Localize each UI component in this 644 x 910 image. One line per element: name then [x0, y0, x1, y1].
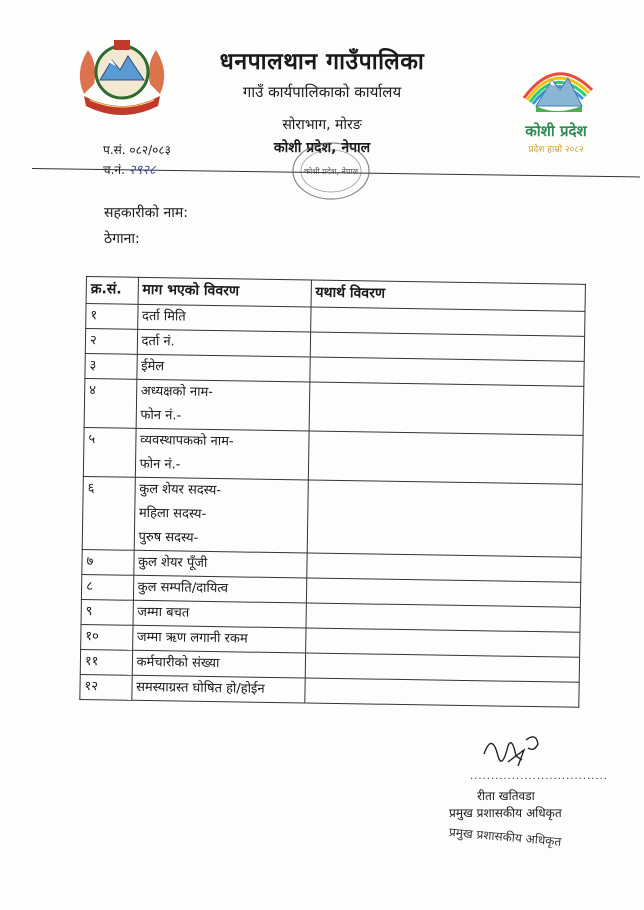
row-serial-number: १२: [80, 674, 132, 700]
row-requested-detail: [134, 477, 308, 553]
row-serial-number: ५: [83, 427, 135, 477]
row-serial-number: ८: [81, 574, 133, 600]
row-serial-number: २: [85, 329, 137, 355]
office-stamp-icon: [290, 140, 372, 202]
detail-line: दर्ता नं.: [141, 333, 175, 350]
detail-line: कर्मचारीको संख्या: [136, 654, 220, 672]
requested-details-table: [79, 276, 586, 708]
fiscal-year-value: ०८२/०८३: [129, 143, 171, 157]
row-serial-number: ३: [85, 353, 137, 379]
detail-line: ईमेल: [141, 358, 165, 375]
row-requested-detail: [135, 428, 309, 480]
signatory-name: रीता खतिवडा: [477, 789, 535, 803]
table-row: [83, 427, 583, 484]
detail-line: महिला सदस्य-: [138, 505, 207, 522]
row-requested-detail: [136, 354, 309, 382]
signature-icon: [478, 726, 554, 776]
fiscal-year-line: [103, 140, 171, 160]
row-serial-number: १: [86, 304, 138, 330]
signature-line: .................................: [470, 771, 608, 782]
row-serial-number: ९: [81, 599, 133, 625]
row-actual-detail-input[interactable]: [309, 382, 584, 435]
cooperative-address-label: ठेगाना:: [104, 231, 140, 247]
row-serial-number: ४: [84, 378, 136, 428]
detail-line: कुल शेयर पूँजी: [138, 554, 208, 571]
office-title: गाउँ कार्यपालिकाको कार्यालय: [242, 83, 402, 101]
designation-stamp: प्रमुख प्रशासकीय अधिकृत: [448, 825, 562, 849]
row-requested-detail: [137, 329, 310, 357]
column-header-actual-details: यथार्थ विवरण: [311, 280, 586, 311]
stamp-text: कोशी प्रदेश, नेपाल: [303, 167, 359, 176]
organization-title: धनपालथान गाउँपालिका: [219, 49, 425, 75]
office-address: सोराभाग, मोरङ: [282, 117, 362, 133]
detail-line: जम्मा ऋण लगानी रकम: [136, 629, 248, 647]
row-actual-detail-input[interactable]: [307, 480, 582, 557]
koshi-logo-subtext: प्रदेश हाम्रो २०८२: [528, 145, 584, 155]
detail-line: व्यवस्थापकको नाम-: [139, 432, 234, 450]
province-line: कोशी प्रदेश, नेपाल: [273, 140, 371, 156]
detail-line: कुल सम्पति/दायित्व: [137, 579, 229, 597]
row-serial-number: ११: [80, 649, 132, 675]
row-requested-detail: [133, 550, 306, 578]
table-row: [82, 476, 582, 557]
row-serial-number: ६: [82, 476, 135, 550]
detail-line: फोन नं.-: [139, 456, 181, 473]
row-requested-detail: [133, 575, 306, 603]
cooperative-name-label: सहकारीको नाम:: [104, 205, 188, 221]
fiscal-year-label: प.सं.: [103, 143, 126, 157]
cooperative-info-fields: [104, 200, 188, 252]
detail-line: समस्याग्रस्त घोषित हो/होईन: [136, 679, 265, 697]
detail-line: पुरुष सदस्य-: [138, 529, 199, 546]
detail-line: फोन नं.-: [140, 407, 182, 424]
row-requested-detail: [131, 675, 304, 703]
koshi-logo-text: कोशी प्रदेश: [525, 122, 587, 140]
column-header-requested-details: माग भएको विवरण: [138, 277, 311, 307]
table-row: [84, 378, 584, 435]
detail-line: कुल शेयर सदस्य-: [139, 481, 222, 499]
row-requested-detail: [137, 304, 310, 332]
row-actual-detail-input[interactable]: [305, 678, 580, 707]
signatory-designation-wrap: [449, 805, 562, 822]
row-serial-number: ७: [82, 549, 134, 575]
row-requested-detail: [132, 650, 305, 678]
row-requested-detail: [133, 600, 306, 628]
detail-line: दर्ता मिति: [141, 308, 186, 325]
row-requested-detail: [132, 625, 305, 653]
row-serial-number: १०: [81, 624, 133, 650]
table-body: [80, 304, 585, 708]
reference-block: [103, 140, 171, 181]
column-header-serial: क्र.सं.: [86, 277, 138, 305]
signatory-block: [448, 788, 562, 849]
detail-line: जम्मा बचत: [137, 604, 190, 621]
dispatch-number-value: २९२८: [128, 163, 156, 178]
dispatch-number-label: च.नं.: [103, 163, 125, 177]
row-requested-detail: [136, 379, 310, 431]
row-actual-detail-input[interactable]: [308, 431, 583, 484]
signatory-designation: प्रमुख प्रशासकीय अधिकृत: [449, 806, 562, 820]
detail-line: अध्यक्षको नाम-: [140, 383, 214, 401]
